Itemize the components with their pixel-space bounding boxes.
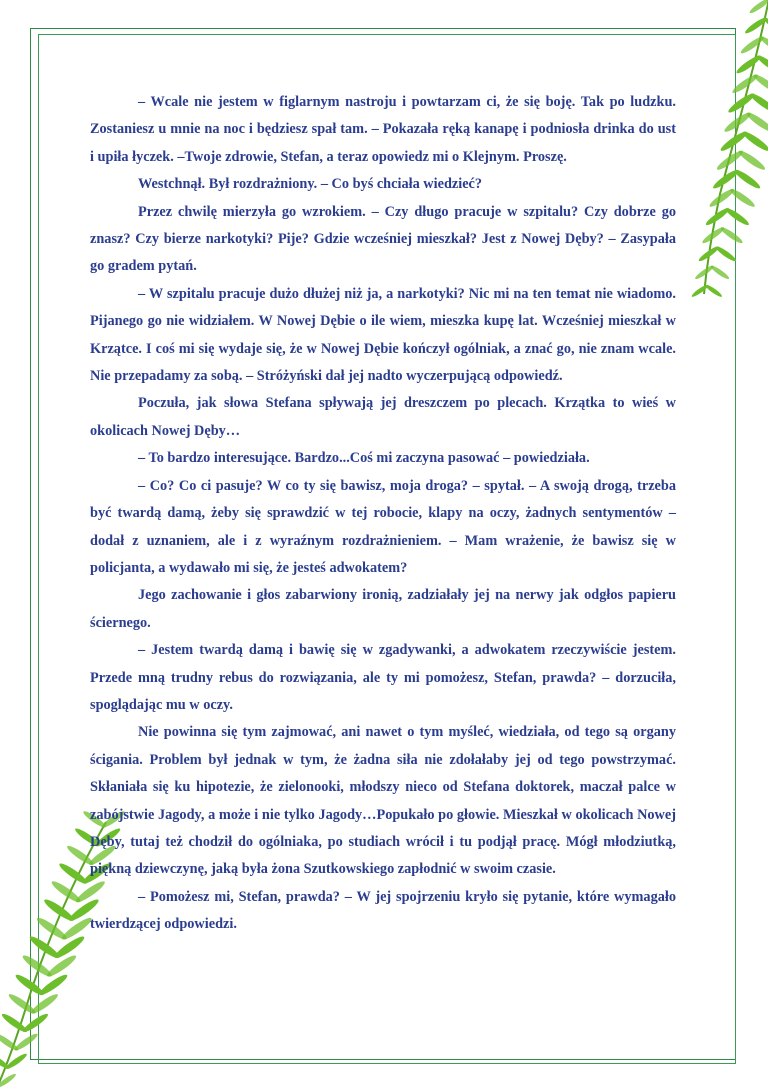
paragraph: Nie powinna się tym zajmować, ani nawet o tym myśleć, wiedziała, od tego są organy ścigania. Problem był jednak w tym, że żadna siła nie zdołałaby jej od tego powstrzymać. Skłaniała się ku hipotezie, że zielonooki, młodszy nieco od Stefana doktorek, maczał palce w zabójstwie Jagody, a może i nie tylko Jagody…Popukało po głowie. Mieszkał w okolicach Nowej Dęby, tutaj też chodził do ogólniaka, po studiach wrócił i tu podjął pracę. Mógł młodziutką, piękną dziewczynę, jaką była żona Szutkowskiego zapłodnić w swoim czasie. xyxy=(90,724,676,878)
paragraph: Westchnął. Był rozdrażniony. – Co byś chciała wiedzieć? xyxy=(138,176,483,193)
paragraph: Jego zachowanie i głos zabarwiony ironią, zadziałały jej na nerwy jak odgłos papieru ściernego. xyxy=(90,587,676,631)
paragraph: Poczuła, jak słowa Stefana spływają jej dreszczem po plecach. Krzątka to wieś w okolicach Nowej Dęby… xyxy=(90,395,676,439)
paragraph: – Jestem twardą damą i bawię się w zgadywanki, a adwokatem rzeczywiście jestem. Przede mną trudny rebus do rozwiązania, ale ty mi pomożesz, Stefan, prawda? – dorzuciła, spoglądając mu w oczy. xyxy=(90,642,676,713)
document-body xyxy=(90,89,676,939)
paragraph: – Co? Co ci pasuje? W co ty się bawisz, moja droga? – spytał. – A swoją drogą, trzeba być twardą damą, żeby się sprawdzić w tej robocie, klapy na oczy, żadnych sentymentów – dodał z uznaniem, ale i z wyraźnym rozdrażnieniem. – Mam wrażenie, że bawisz się w policjanta, a wydawało mi się, że jesteś adwokatem? xyxy=(90,477,676,576)
paragraph: – To bardzo interesujące. Bardzo...Coś mi zaczyna pasować – powiedziała. xyxy=(138,450,590,467)
paragraph: – W szpitalu pracuje dużo dłużej niż ja, a narkotyki? Nic mi na ten temat nie wiadomo. Pijanego go nie widziałem. W Nowej Dębie o ile wiem, mieszka kupę lat. Wcześniej mieszkał w Krzątce. I coś mi się wydaje się, że w Nowej Dębie kończył ogólniak, a znać go, nie znam wcale. Nie przepadamy za sobą. – Stróżyński dał jej nadto wyczerpującą odpowiedź. xyxy=(90,285,676,385)
paragraph: Przez chwilę mierzyła go wzrokiem. – Czy długo pracuje w szpitalu? Czy dobrze go znasz? Czy bierze narkotyki? Pije? Gdzie wcześniej mieszkał? Jest z Nowej Dęby? – Zasypała go gradem pytań. xyxy=(90,203,676,275)
paragraph: – Wcale nie jestem w figlarnym nastroju i powtarzam ci, że się boję. Tak po ludzku. Zostaniesz u mnie na noc i będziesz spał tam. – Pokazała ręką kanapę i podniosła drinka do ust i upiła łyczek. –Twoje zdrowie, Stefan, a teraz opowiedz mi o Klejnym. Proszę. xyxy=(90,94,676,165)
fern-leaf-top-right-icon xyxy=(698,0,768,294)
paragraph: – Pomożesz mi, Stefan, prawda? – W jej spojrzeniu kryło się pytanie, które wymagało twierdzącej odpowiedzi. xyxy=(90,888,676,933)
